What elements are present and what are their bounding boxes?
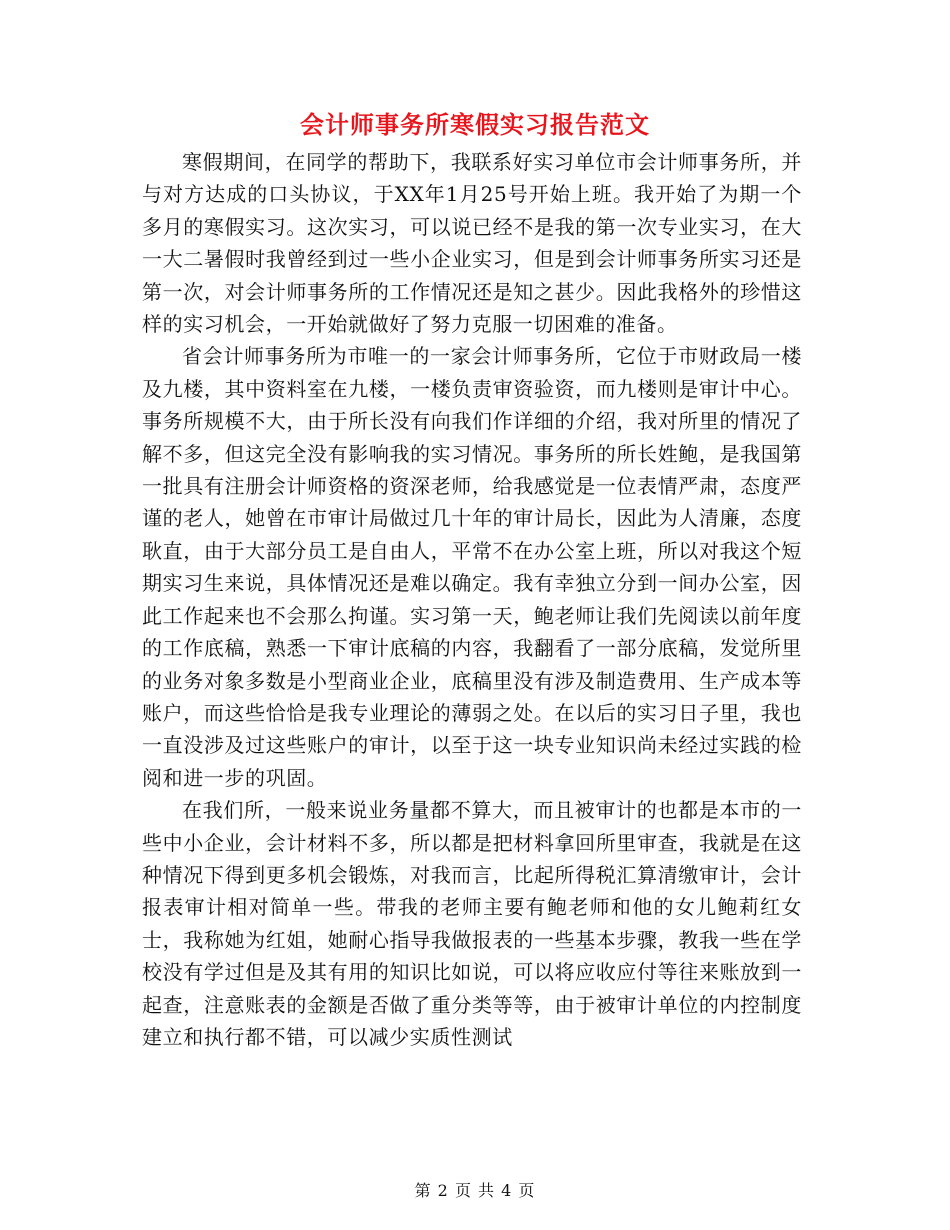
page-number-footer: 第 2 页 共 4 页	[414, 1181, 536, 1200]
document-title: 会计师事务所寒假实习报告范文	[300, 110, 650, 139]
paragraph-2: 省会计师事务所为市唯一的一家会计师事务所，它位于市财政局一楼及九楼，其中资料室在九楼，一楼负责审资验资，而九楼则是审计中心。事务所规模不大，由于所长没有向我们作详细的介绍，我对所里的情况了解不多，但这完全没有影响我的实习情况。事务所的所长姓鲍，是我国第一批具有注册会计师资格的资深老师，给我感觉是一位表情严肃，态度严谨的老人，她曾在市审计局做过几十年的审计局长，因此为人清廉，态度耿直，由于大部分员工是自由人，平常不在办公室上班，所以对我这个短期实习生来说，具体情况还是难以确定。我有幸独立分到一间办公室，因此工作起来也不会那么拘谨。实习第一天，鲍老师让我们先阅读以前年度的工作底稿，熟悉一下审计底稿的内容，我翻看了一部分底稿，发觉所里的业务对象多数是小型商业企业，底稿里没有涉及制造费用、生产成本等账户，而这些恰恰是我专业理论的薄弱之处。在以后的实习日子里，我也一直没涉及过这些账户的审计，以至于这一块专业知识尚未经过实践的检阅和进一步的巩固。	[142, 344, 802, 790]
document-body	[142, 146, 802, 1053]
paragraph-1: 寒假期间，在同学的帮助下，我联系好实习单位市会计师事务所，并与对方达成的口头协议，于XX年1月25号开始上班。我开始了为期一个多月的寒假实习。这次实习，可以说已经不是我的第一次专业实习，在大一大二暑假时我曾经到过一些小企业实习，但是到会计师事务所实习还是第一次，对会计师事务所的工作情况还是知之甚少。因此我格外的珍惜这样的实习机会，一开始就做好了努力克服一切困难的准备。	[142, 150, 802, 337]
paragraph-3: 在我们所，一般来说业务量都不算大，而且被审计的也都是本市的一些中小企业，会计材料不多，所以都是把材料拿回所里审查，我就是在这种情况下得到更多机会锻炼，对我而言，比起所得税汇算清缴审计，会计报表审计相对简单一些。带我的老师主要有鲍老师和他的女儿鲍莉红女士，我称她为红姐，她耐心指导我做报表的一些基本步骤，教我一些在学校没有学过但是及其有用的知识比如说，可以将应收应付等往来账放到一起查，注意账表的金额是否做了重分类等等，由于被审计单位的内控制度建立和执行都不错，可以减少实质性测试	[142, 798, 802, 1049]
